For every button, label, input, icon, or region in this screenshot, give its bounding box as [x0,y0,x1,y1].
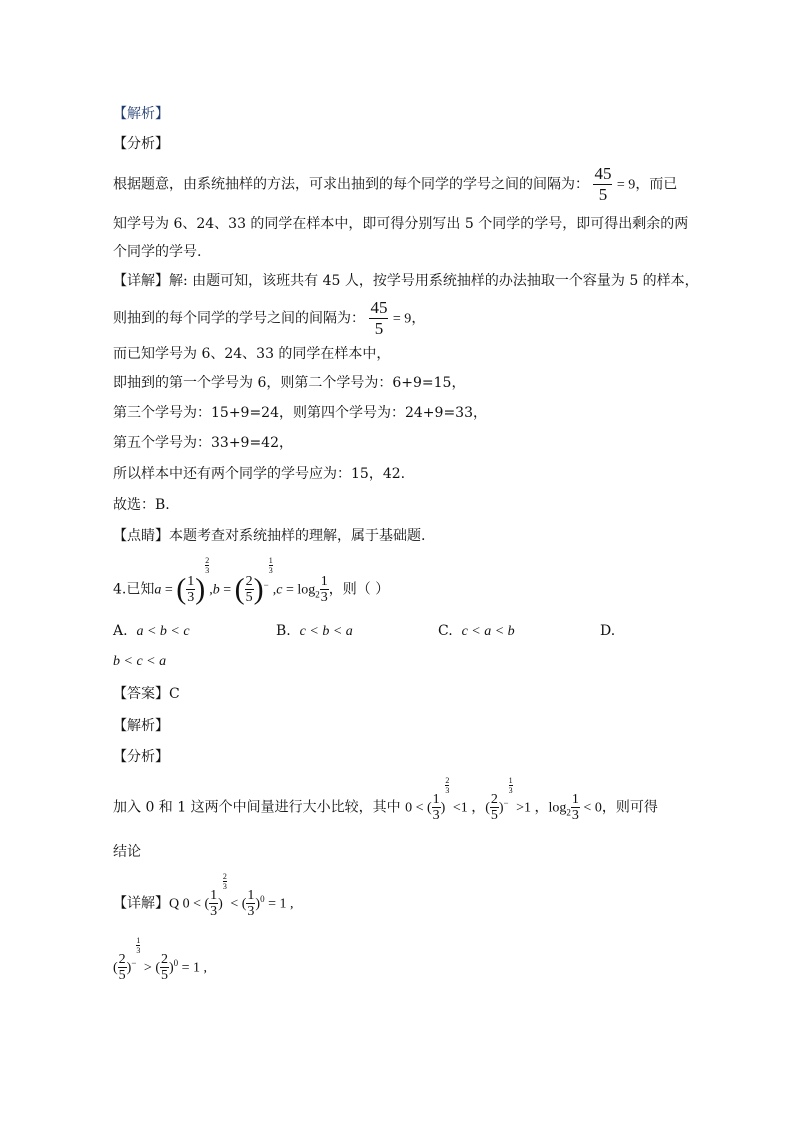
text: 则抽到的每个同学的学号之间的间隔为： [113,310,365,327]
text-line: 知学号为 6、24、33 的同学在样本中，即可得分别写出 5 个同学的学号，即可得出剩余的两 [113,216,689,232]
fraction: $\frac{1}{3}$ [187,574,195,606]
line-interval-statement [113,164,677,205]
answer-line: 【答案】C [113,686,180,702]
option-label: C. [438,623,453,639]
text: 根据题意，由系统抽样的方法，可求出抽到的每个同学的学号之间的间隔为： [113,176,589,193]
detail-line-1: 【详解】Q 0 < ( $\frac{1}{3}$ ) $^{\frac{2}{3}}$ < ( $\frac{1}{3}$ )$^0$ = 1 , [113,872,294,920]
text: ， [411,310,426,327]
text-line: 结论 [113,844,141,860]
fraction: $\frac{2}{5}$ [118,952,126,984]
detail-label: 【详解】 [113,895,169,912]
option-a: A. a < b < c [113,623,190,639]
fraction: $\frac{1}{3}$ [210,888,218,920]
text: ，则（ ） [328,581,390,598]
section-analysis-heading: 【解析】 [113,718,169,734]
option-b: B. c < b < a [276,623,353,639]
text-line: 所以样本中还有两个同学的学号应为：15，42. [113,466,406,482]
option-label: A. [113,623,128,639]
text-line: 个同学的学号. [113,244,202,260]
fraction: $\frac{1}{3}$ [571,792,579,824]
fraction-45-5: $\frac{45}{5}$ [594,164,612,204]
fraction: $\frac{2}{5}$ [245,574,253,606]
text: ，而已 [635,176,678,193]
question-label: 4.已知 [113,581,155,598]
text-line: 而已知学号为 6、24、33 的同学在样本中， [113,346,391,362]
text-line: 第三个学号为：15+9=24，则第四个学号为：24+9=33， [113,405,487,421]
line-interval-detail [113,298,425,339]
option-d-value: b < c < a [113,654,167,669]
option-label: B. [276,623,291,639]
text-line: 第五个学号为：33+9=42， [113,435,293,451]
fraction: $\frac{1}{3}$ [432,792,440,824]
fraction: $\frac{1}{3}$ [320,574,328,606]
text-line: 故选：B. [113,497,170,513]
text-line: 【详解】解: 由题可知，该班共有 45 人，按学号用系统抽样的办法抽取一个容量为 5 的样本， [113,273,699,289]
fraction-45-5: $\frac{45}{5}$ [370,298,388,338]
subsection-fenxi: 【分析】 [113,749,169,765]
equals-9: = 9 [392,311,412,327]
dianjing-line: 【点睛】本题考查对系统抽样的理解，属于基础题. [113,528,426,544]
option-label: D. [600,623,616,639]
section-analysis-heading: 【解析】 [113,106,169,122]
text: 加入 0 和 1 这两个中间量进行大小比较，其中 [113,799,401,816]
equals-9: = 9 [616,177,636,193]
question-4: 4.已知a = ( $\frac{1}{3}$ ) $^{\frac{2}{3}}$,b = ( $\frac{2}{5}$ )$^{- \frac{1}{3}},c = \log_2$ $\frac{1}{3}$ ，则（ ） [113,556,390,606]
text: ，则可得 [601,799,658,816]
option-c: C. c < a < b [438,623,515,639]
fraction: $\frac{2}{5}$ [160,952,168,984]
comparison-line: 加入 0 和 1 这两个中间量进行大小比较，其中 0 < ( $\frac{1}{3}$ ) $^{\frac{2}{3}}$ <1 ，( $\frac{2}{5}$ )$^{- \frac{1}{3}}$ >1 ，$\log_2$ $\frac{1}{3}$ < 0，则可得 [113,776,658,824]
text-line: 即抽到的第一个学号为 6，则第二个学号为：6+9=15， [113,375,466,391]
detail-line-2: ( $\frac{2}{5}$ )$^{- \frac{1}{3}}$ > ( $\frac{2}{5}$ )$^0$ = 1 , [113,936,208,984]
fraction: $\frac{2}{5}$ [490,792,498,824]
fraction: $\frac{1}{3}$ [247,888,255,920]
subsection-fenxi: 【分析】 [113,136,169,152]
option-d [600,623,615,639]
